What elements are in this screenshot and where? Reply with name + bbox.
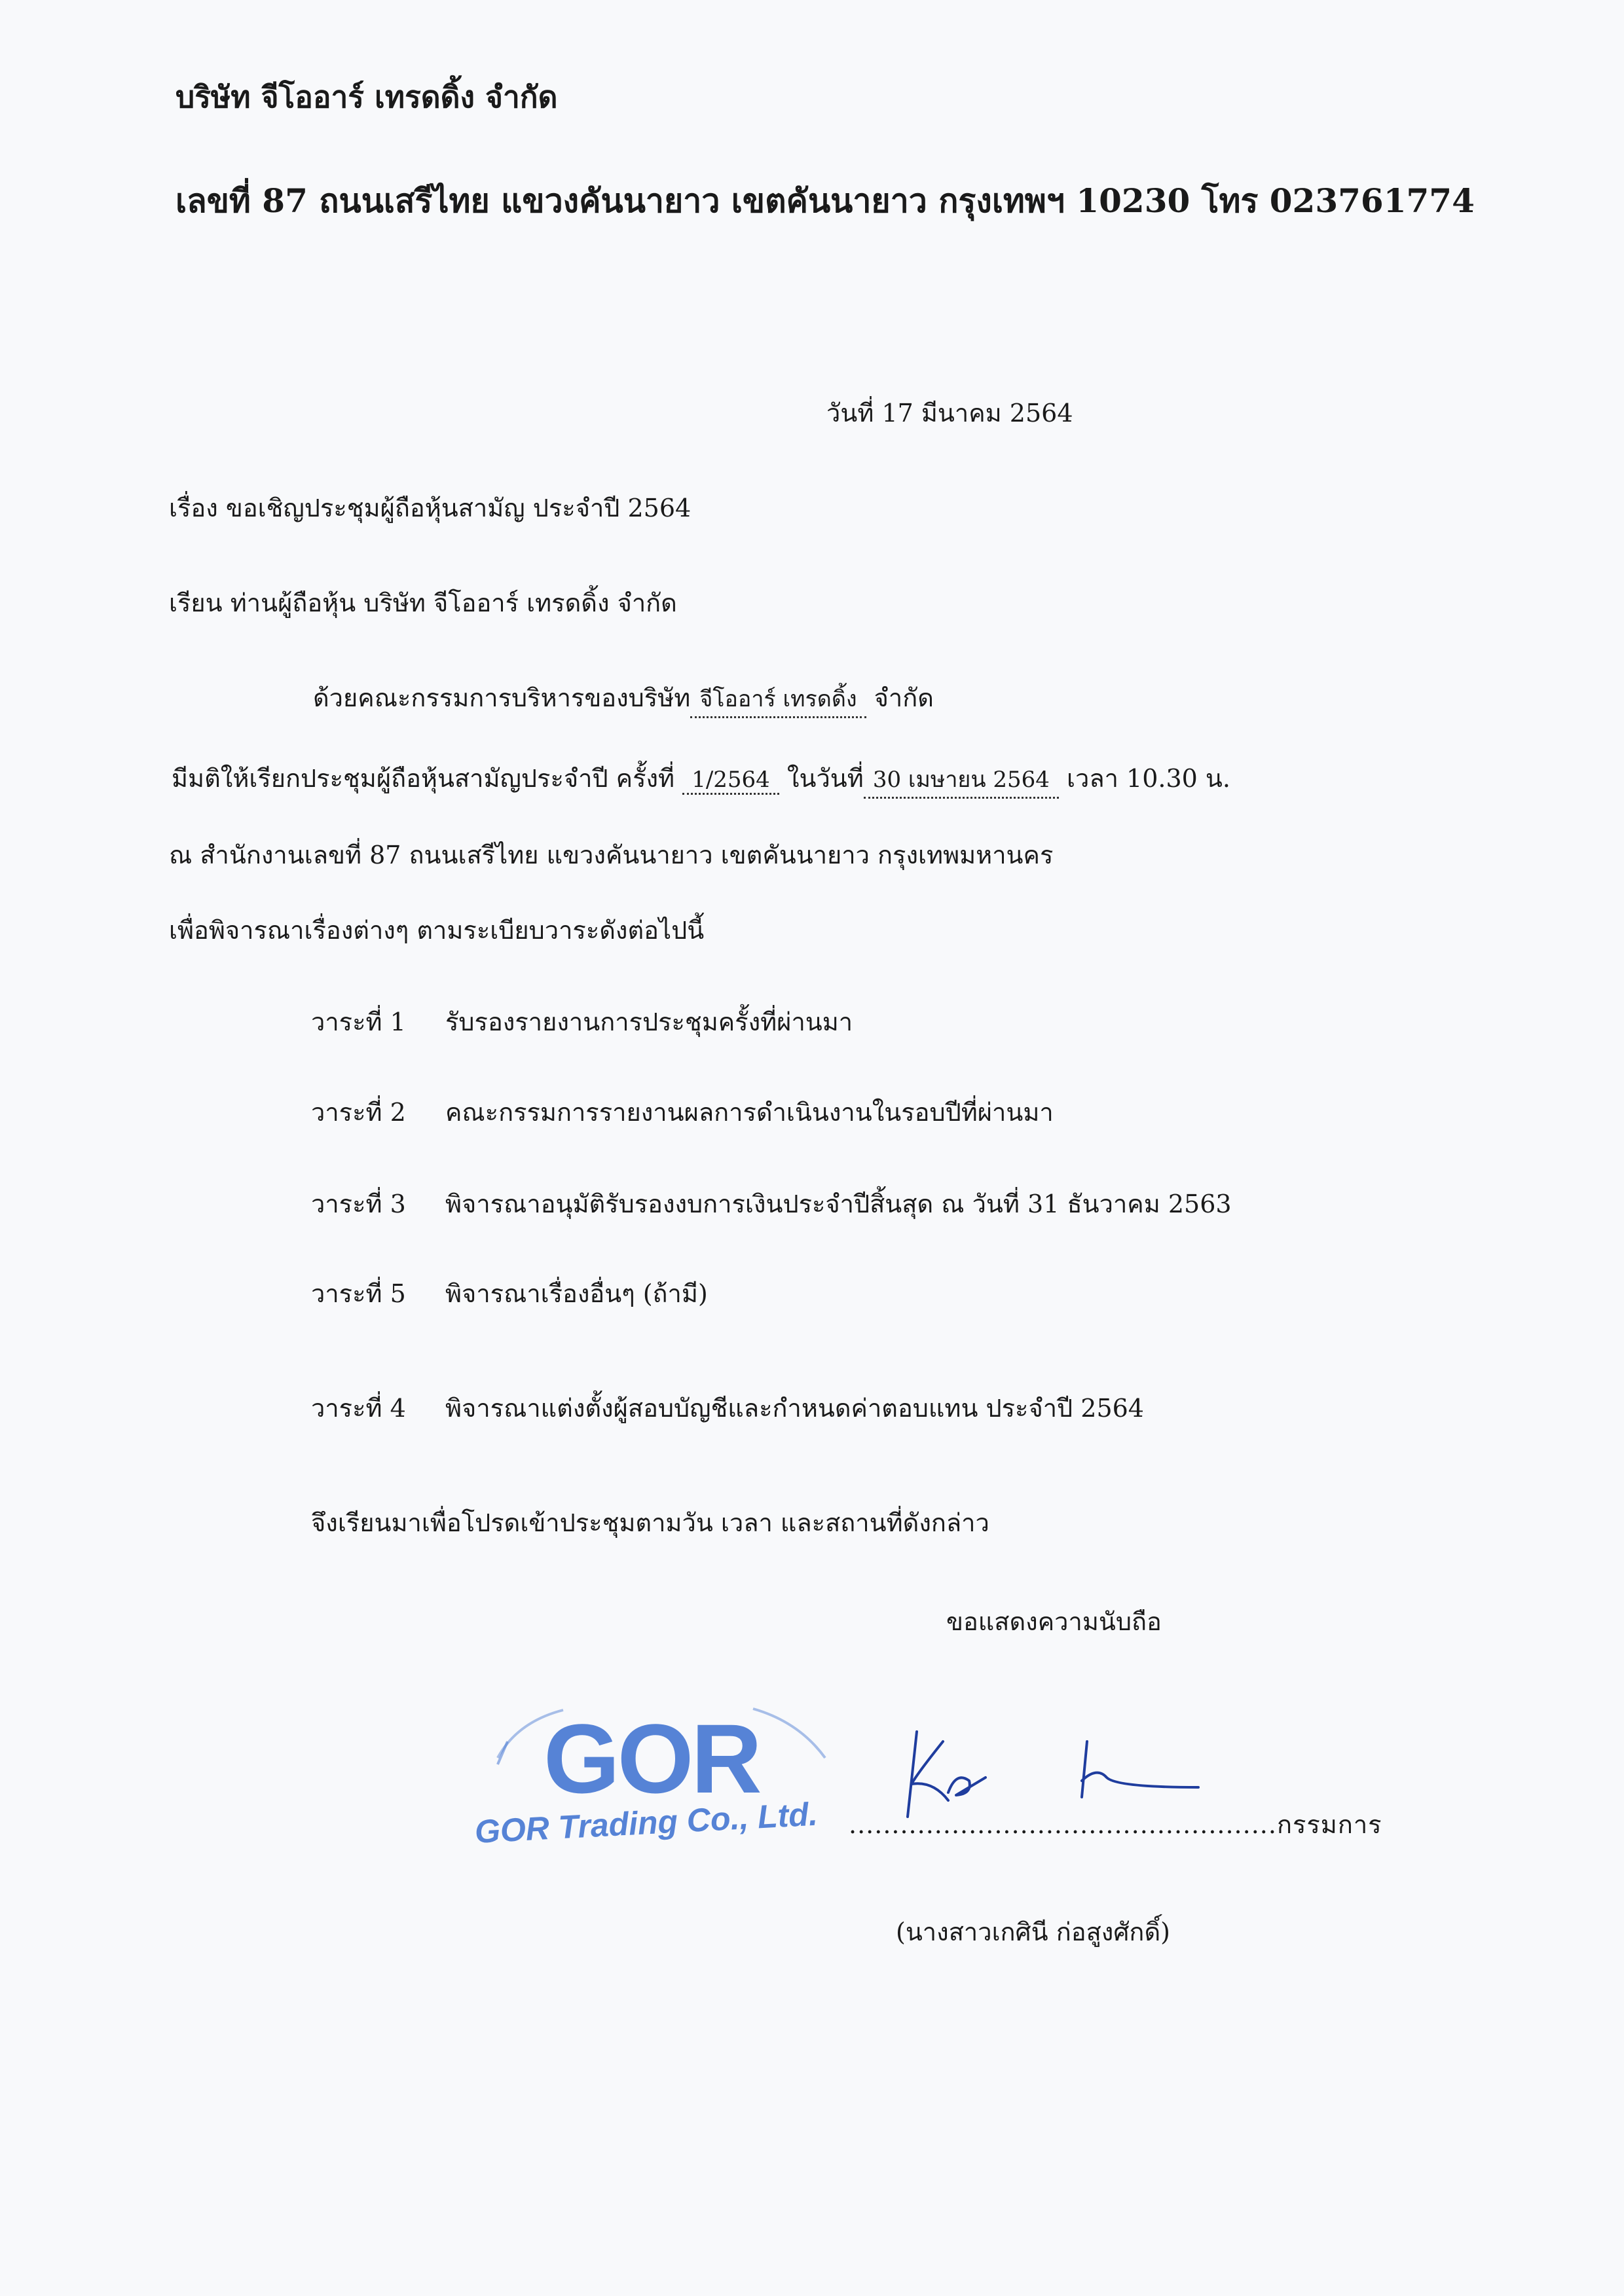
agenda-text: พิจารณาอนุมัติรับรองงบการเงินประจำปีสิ้นสุด ณ วันที่ 31 ธันวาคม 2563 [445, 1190, 1232, 1218]
agenda-number: วาระที่ 5 [311, 1279, 406, 1308]
document-date: วันที่ 17 มีนาคม 2564 [826, 399, 1073, 428]
agenda-text: พิจารณาเรื่องอื่นๆ (ถ้ามี) [445, 1279, 708, 1308]
agenda-text: คณะกรรมการรายงานผลการดำเนินงานในรอบปีที่ผ่านมา [445, 1098, 1054, 1127]
company-address: เลขที่ 87 ถนนเสรีไทย แขวงคันนายาว เขตคันนายาว กรุงเทพฯ 10230 โทร 023761774 [175, 181, 1475, 220]
company-fill-in: จีโออาร์ เทรดดิ้ง [690, 681, 866, 718]
body-line-1 [313, 678, 934, 718]
agenda-item [311, 1002, 853, 1042]
agenda-number: วาระที่ 3 [311, 1190, 406, 1218]
body-line-2-time: เวลา 10.30 น. [1067, 764, 1230, 793]
signature-line: ..................................................กรรมการ [849, 1810, 1382, 1839]
stamp-company-text: GOR Trading Co., Ltd. [473, 1795, 819, 1850]
meeting-date-fill-in: 30 เมษายน 2564 [864, 761, 1059, 799]
meeting-number-fill-in: 1/2564 [682, 767, 779, 795]
company-stamp-logo [471, 1696, 838, 1866]
signatory-name: (นางสาวเกศินี ก่อสูงศักดิ์) [896, 1918, 1170, 1946]
body-line-1-prefix: ด้วยคณะกรรมการบริหารของบริษัท [313, 683, 691, 712]
agenda-text: รับรองรายงานการประชุมครั้งที่ผ่านมา [445, 1008, 853, 1036]
body-line-1-suffix: จำกัด [874, 683, 934, 712]
agenda-number: วาระที่ 4 [311, 1394, 406, 1423]
body-line-4: เพื่อพิจารณาเรื่องต่างๆ ตามระเบียบวาระดังต่อไปนี้ [169, 916, 705, 945]
agenda-number: วาระที่ 1 [311, 1008, 406, 1036]
body-line-3: ณ สำนักงานเลขที่ 87 ถนนเสรีไทย แขวงคันนายาว เขตคันนายาว กรุงเทพมหานคร [169, 841, 1054, 869]
agenda-number: วาระที่ 2 [311, 1098, 406, 1127]
body-line-2-on-date: ในวันที่ [786, 764, 864, 793]
agenda-item [311, 1273, 708, 1313]
agenda-text: พิจารณาแต่งตั้งผู้สอบบัญชีและกำหนดค่าตอบแทน ประจำปี 2564 [445, 1394, 1144, 1423]
agenda-item [311, 1092, 1054, 1132]
regards-line: ขอแสดงความนับถือ [946, 1607, 1162, 1636]
subject-line: เรื่อง ขอเชิญประชุมผู้ถือหุ้นสามัญ ประจำปี 2564 [169, 494, 692, 522]
recipient-line: เรียน ท่านผู้ถือหุ้น บริษัท จีโออาร์ เทรดดิ้ง จำกัด [169, 589, 677, 617]
agenda-item [311, 1184, 1232, 1224]
body-line-2-prefix: มีมติให้เรียกประชุมผู้ถือหุ้นสามัญประจำปี ครั้งที่ [172, 764, 675, 793]
company-name: บริษัท จีโออาร์ เทรดดิ้ง จำกัด [175, 79, 558, 115]
agenda-item [311, 1388, 1144, 1428]
stamp-logo-text: GOR [544, 1704, 760, 1813]
closing-line: จึงเรียนมาเพื่อโปรดเข้าประชุมตามวัน เวลา และสถานที่ดังกล่าว [311, 1508, 989, 1537]
body-line-2 [172, 758, 1230, 799]
